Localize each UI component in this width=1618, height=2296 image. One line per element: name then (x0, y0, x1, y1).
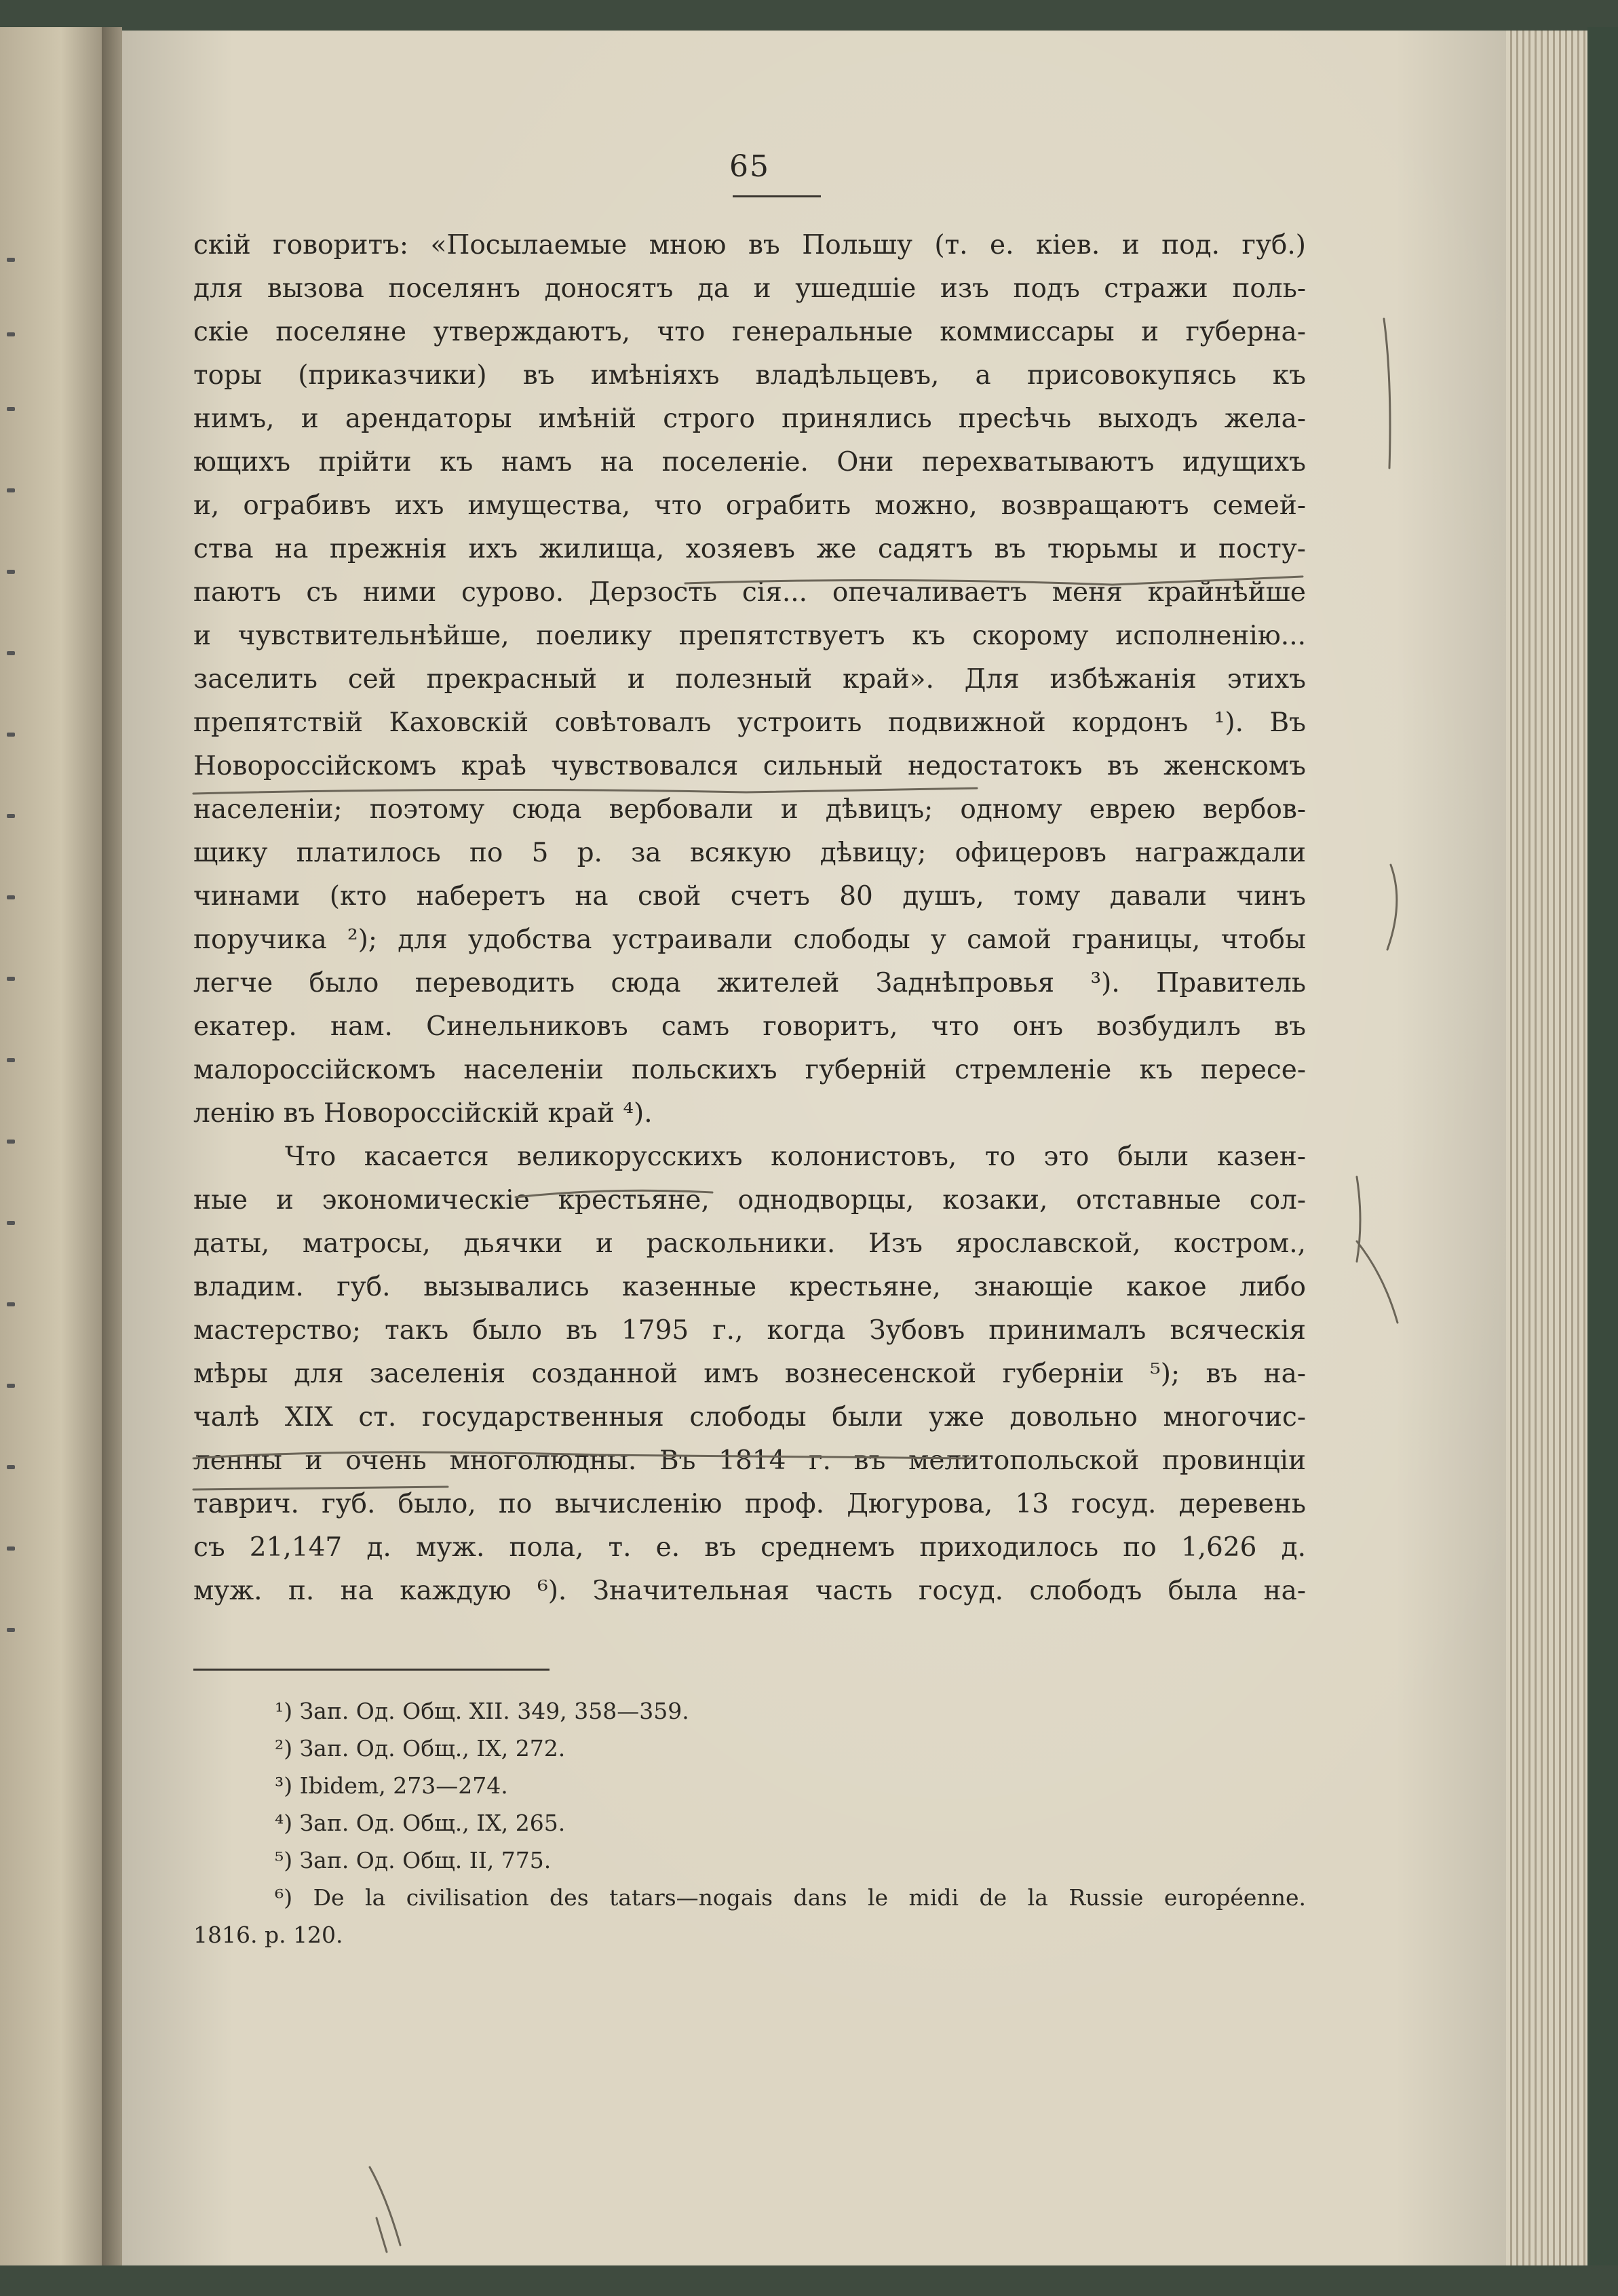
body-line: населеніи; поэтому сюда вербовали и дѣвицъ; одному еврею вербов- (193, 794, 1306, 825)
body-line: поручика ²); для удобства устраивали слободы у самой границы, чтобы (193, 925, 1306, 955)
paragraph-start-line: Что касается великорусскихъ колонистовъ, то это были казен- (285, 1142, 1306, 1172)
cover-edge (1587, 27, 1618, 2265)
body-line: паютъ съ ними сурово. Дерзость сія... опечаливаетъ меня крайнѣйше (193, 577, 1306, 608)
body-line: ные и экономическіе крестьяне, однодворцы, козаки, отставные сол- (193, 1185, 1306, 1215)
body-line: скіе поселяне утверждаютъ, что генеральные коммиссары и губерна- (193, 317, 1306, 347)
footnote: ⁵) Зап. Од. Общ. II, 775. (275, 1847, 552, 1873)
body-line: таврич. губ. было, по вычисленію проф. Дюгурова, 13 госуд. деревень (193, 1489, 1306, 1519)
body-line: препятствій Каховскій совѣтовалъ устроить подвижной кордонъ ¹). Въ (193, 707, 1306, 738)
page-number: 65 (729, 149, 770, 184)
body-line: ства на прежнія ихъ жилища, хозяевъ же садятъ въ тюрьмы и посту- (193, 534, 1306, 564)
body-line: мастерство; такъ было въ 1795 г., когда Зубовъ принималъ всяческія (193, 1315, 1306, 1346)
body-line: чинами (кто наберетъ на свой счетъ 80 душъ, тому давали чинъ (193, 881, 1306, 912)
body-line: заселить сей прекрасный и полезный край». Для избѣжанія этихъ (193, 664, 1306, 695)
body-line: и, ограбивъ ихъ имущества, что ограбить можно, возвращаютъ семей- (193, 490, 1306, 521)
body-line: скій говоритъ: «Посылаемые мною въ Польшу (т. е. кіев. и под. губ.) (193, 230, 1306, 260)
footnote: ³) Ibidem, 273—274. (275, 1772, 508, 1799)
body-line: легче было переводить сюда жителей Заднѣпровья ³). Правитель (193, 968, 1306, 998)
body-line: ленны и очень многолюдны. Въ 1814 г. въ мелитопольской провинціи (193, 1445, 1306, 1476)
footnote: ⁶) De la civilisation des tatars—nogais dans le midi de la Russie européenne. (275, 1884, 1306, 1911)
body-line: владим. губ. вызывались казенные крестьяне, знающіе какое либо (193, 1272, 1306, 1302)
body-line: малороссійскомъ населеніи польскихъ губерній стремленіе къ пересе- (193, 1055, 1306, 1085)
body-line: Новороссійскомъ краѣ чувствовался сильный недостатокъ въ женскомъ (193, 751, 1306, 781)
body-line: торы (приказчики) въ имѣніяхъ владѣльцевъ, а присовокупясь къ (193, 360, 1306, 391)
body-line: для вызова поселянъ доносятъ да и ушедшіе изъ подъ стражи поль- (193, 273, 1306, 304)
body-line: екатер. нам. Синельниковъ самъ говоритъ, что онъ возбудилъ въ (193, 1011, 1306, 1042)
footnote: ¹) Зап. Од. Общ. XII. 349, 358—359. (275, 1698, 689, 1724)
left-page-bleed-marks (0, 231, 27, 1689)
body-line: даты, матросы, дьячки и раскольники. Изъ ярославской, костром., (193, 1228, 1306, 1259)
body-line: и чувствительнѣйше, поелику препятствуетъ къ скорому исполненію... (193, 621, 1306, 651)
footnote-separator (193, 1669, 550, 1671)
left-page-edge (0, 27, 102, 2265)
page-edges (1506, 31, 1587, 2265)
body-line: муж. п. на каждую ⁶). Значительная часть госуд. слободъ была на- (193, 1576, 1306, 1606)
body-line: съ 21,147 д. муж. пола, т. е. въ среднемъ приходилось по 1,626 д. (193, 1532, 1306, 1563)
footnote: ²) Зап. Од. Общ., IX, 272. (275, 1735, 566, 1762)
body-line: ленію въ Новороссійскій край ⁴). (193, 1098, 653, 1129)
body-line: щику платилось по 5 р. за всякую дѣвицу; офицеровъ награждали (193, 838, 1306, 868)
body-line: чалѣ XIX ст. государственныя слободы были уже довольно многочис- (193, 1402, 1306, 1433)
body-line: нимъ, и арендаторы имѣній строго принялись пресѣчь выходъ жела- (193, 404, 1306, 434)
footnote: ⁴) Зап. Од. Общ., IX, 265. (275, 1810, 566, 1836)
page-number-rule (733, 195, 821, 197)
footnotes (193, 1692, 1306, 1953)
body-line: мѣры для заселенія созданной имъ вознесенской губерніи ⁵); въ на- (193, 1359, 1306, 1389)
body-text (193, 224, 1306, 1613)
footnote-continuation: 1816. p. 120. (193, 1922, 343, 1948)
body-line: ющихъ прійти къ намъ на поселеніе. Они перехватываютъ идущихъ (193, 447, 1306, 478)
book-gutter (102, 27, 122, 2265)
